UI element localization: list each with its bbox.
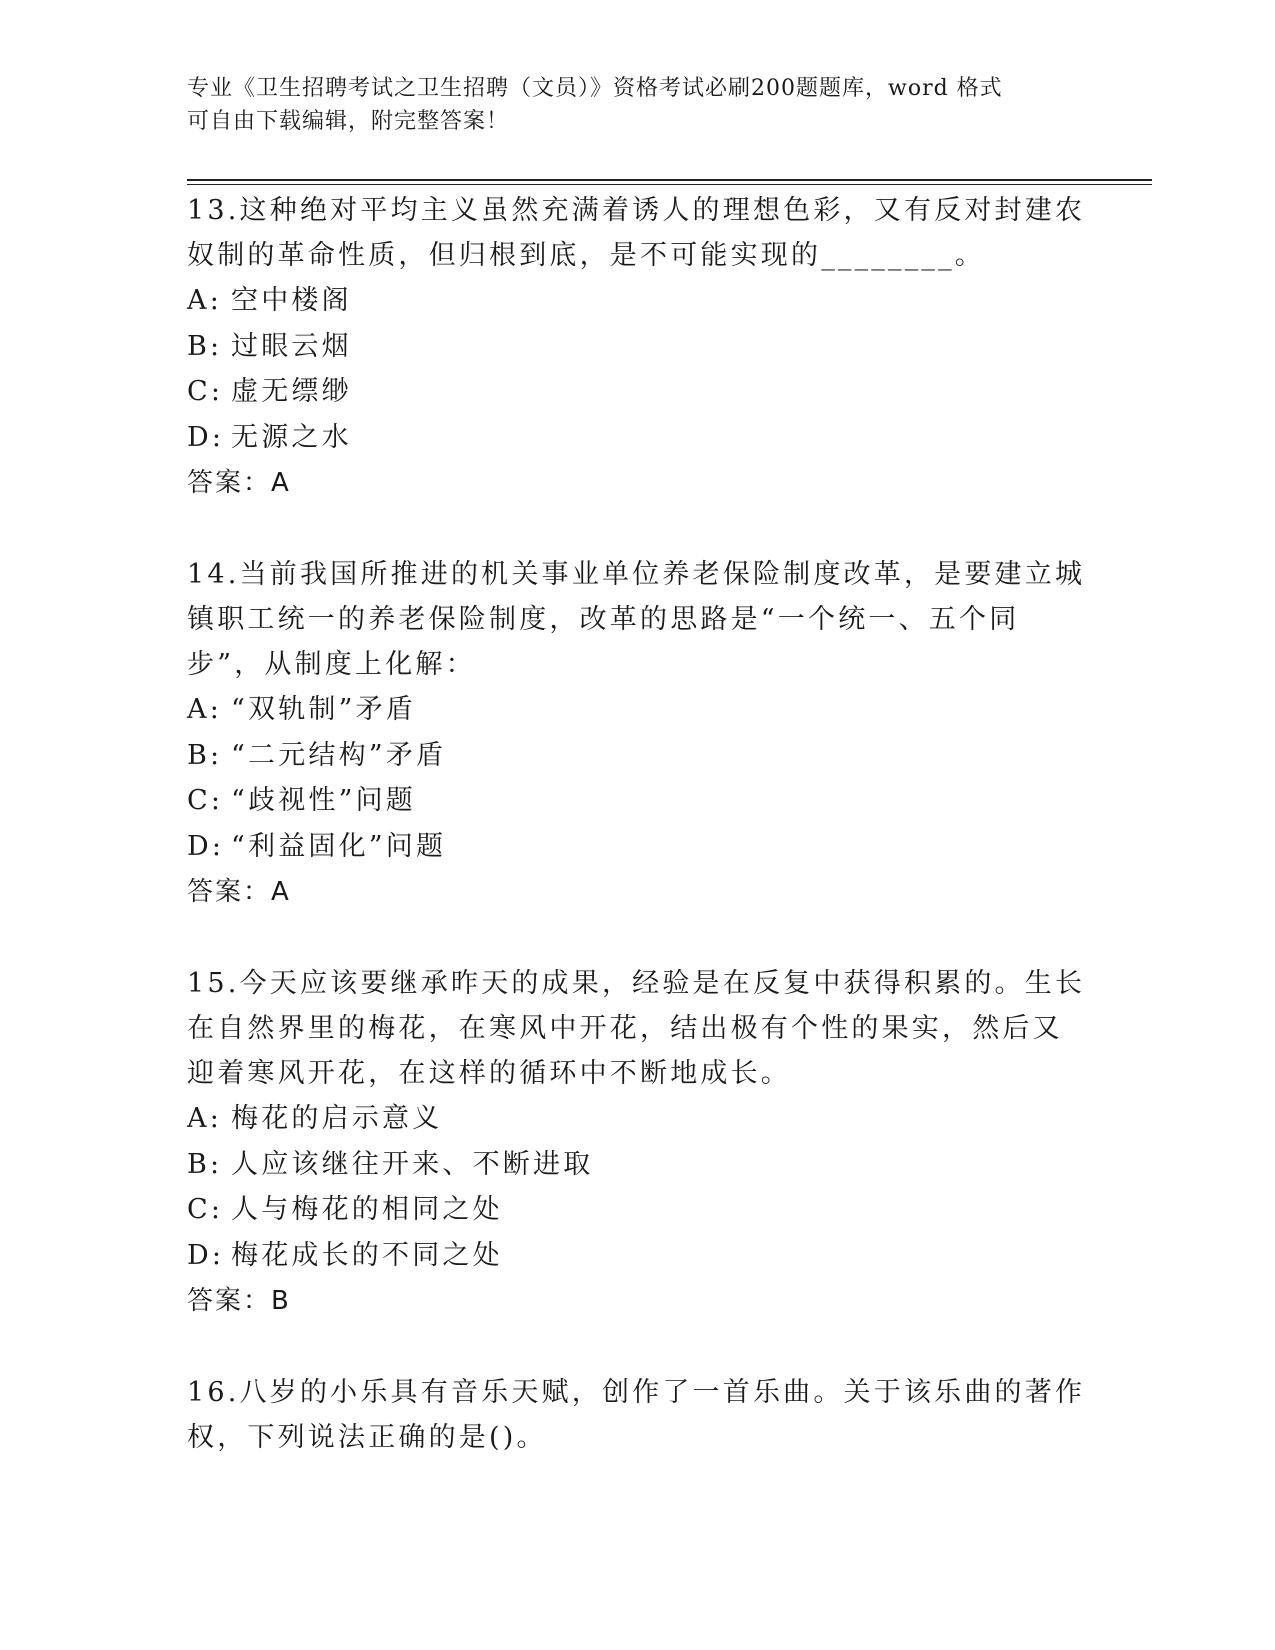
- option-b: [187, 733, 1087, 779]
- question-14: [187, 552, 1087, 915]
- option-a: [187, 1096, 1087, 1142]
- option-c: [187, 778, 1087, 824]
- option-letter: C:: [187, 1194, 224, 1225]
- option-text: “利益固化”问题: [231, 830, 447, 862]
- question-stem: 15.今天应该要继承昨天的成果，经验是在反复中获得积累的。生长在自然界里的梅花，在寒风中开花，结出极有个性的果实，然后又迎着寒风开花，在这样的循环中不断地成长。: [187, 968, 1086, 1089]
- option-letter: D:: [187, 1239, 225, 1271]
- option-letter: A:: [187, 1103, 222, 1134]
- option-text: 人应该继往开来、不断进取: [231, 1148, 594, 1180]
- header-divider-thick: [187, 179, 1152, 181]
- option-letter: A:: [187, 285, 222, 316]
- option-text: 人与梅花的相同之处: [231, 1194, 503, 1225]
- option-letter: B:: [187, 330, 223, 362]
- option-d: [187, 1233, 1087, 1279]
- option-text: 梅花成长的不同之处: [231, 1239, 503, 1271]
- question-stem: 13.这种绝对平均主义虽然充满着诱人的理想色彩，又有反对封建农奴制的革命性质，但归根到底，是不可能实现的________。: [187, 195, 1086, 271]
- option-letter: B:: [187, 1148, 223, 1180]
- option-b: [187, 324, 1087, 370]
- document-header: [187, 72, 1067, 138]
- question-16: [187, 1370, 1087, 1460]
- option-text: “双轨制”矛盾: [231, 694, 417, 725]
- option-letter: D:: [187, 830, 225, 862]
- answer-line: 答案：A: [187, 468, 291, 498]
- question-list: [187, 188, 1087, 1506]
- option-text: 过眼云烟: [231, 330, 352, 362]
- option-a: [187, 687, 1087, 733]
- option-text: “二元结构”矛盾: [231, 739, 447, 771]
- option-text: 空中楼阁: [231, 285, 352, 316]
- option-text: 虚无缥缈: [231, 376, 352, 407]
- option-d: [187, 824, 1087, 870]
- question-stem: 14.当前我国所推进的机关事业单位养老保险制度改革，是要建立城镇职工统一的养老保险制度，改革的思路是“一个统一、五个同步”，从制度上化解：: [187, 559, 1086, 680]
- answer-line: 答案：B: [187, 1286, 291, 1316]
- option-letter: C:: [187, 376, 224, 407]
- option-letter: C:: [187, 785, 224, 816]
- option-c: [187, 1187, 1087, 1233]
- question-15: [187, 961, 1087, 1324]
- option-b: [187, 1142, 1087, 1188]
- header-divider-thin: [187, 184, 1152, 185]
- answer-line: 答案：A: [187, 877, 291, 907]
- option-letter: D:: [187, 421, 225, 453]
- question-stem: 16.八岁的小乐具有音乐天赋，创作了一首乐曲。关于该乐曲的著作权，下列说法正确的是()。: [187, 1377, 1086, 1453]
- header-title-line1: 专业《卫生招聘考试之卫生招聘（文员）》资格考试必刷200题题库，word 格式: [187, 76, 1003, 101]
- option-letter: B:: [187, 739, 223, 771]
- option-text: 梅花的启示意义: [231, 1103, 443, 1134]
- option-text: “歧视性”问题: [231, 785, 417, 816]
- option-d: [187, 415, 1087, 461]
- option-c: [187, 369, 1087, 415]
- question-13: [187, 188, 1087, 506]
- option-text: 无源之水: [231, 421, 352, 453]
- header-title-line2: 可自由下载编辑，附完整答案！: [187, 109, 510, 134]
- option-a: [187, 278, 1087, 324]
- option-letter: A:: [187, 694, 222, 725]
